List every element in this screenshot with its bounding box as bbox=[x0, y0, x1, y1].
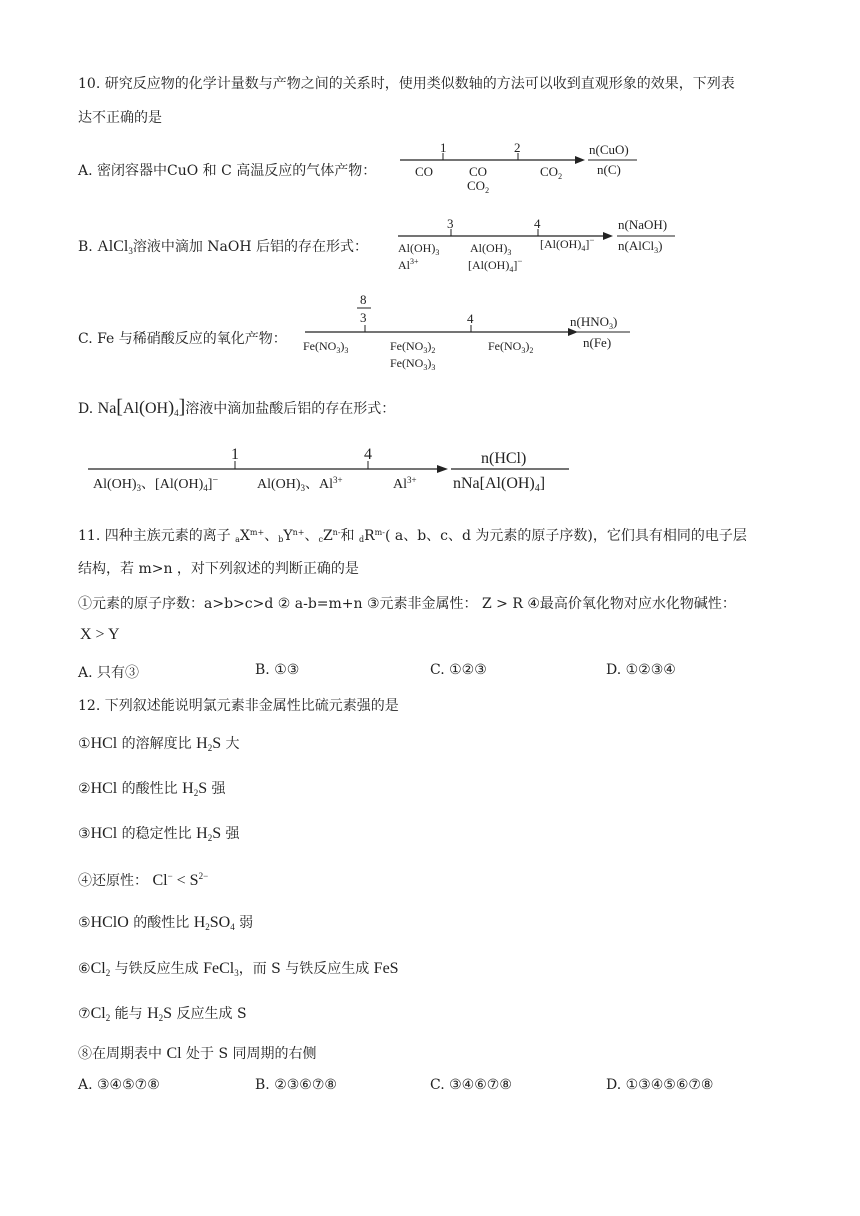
q10a-region-co-mid: CO bbox=[469, 164, 488, 179]
q10c-tick-3: 3 bbox=[360, 310, 367, 325]
q10b-letter: B. bbox=[78, 239, 93, 255]
q10-option-d-number-line bbox=[85, 440, 585, 500]
q10-option-a-label: A. 密闭容器中CuO 和 C 高温反应的气体产物： bbox=[78, 163, 377, 179]
q10a-tick-2: 2 bbox=[514, 140, 521, 155]
q10b-axis-num: n(NaOH) bbox=[618, 217, 668, 232]
q10c-region-feno32-mid: $Fe(NO_3)_2$ bbox=[390, 339, 436, 355]
q10a-region-co2: $CO_2$ bbox=[540, 164, 563, 181]
q12-item-7: $⑦Cl_2$ 能与 $H_2S$ 反应生成 S bbox=[78, 1005, 247, 1023]
q11-stem-line1: 11. 四种主族元素的离子 $aX^{m+}$、$bY^{n+}$、$cZ^{n-}$和 $dR^{m-}$( a、b、c、d 为元素的原子序数)，它们具有相同的电子层 bbox=[78, 528, 747, 544]
q10d-tick-4: 4 bbox=[364, 446, 372, 463]
q10d-region-1: $Al(OH)_3$、$[Al(OH)_4]^-$ bbox=[93, 475, 219, 493]
q10-stem-line2: 达不正确的是 bbox=[78, 110, 162, 126]
q11-option-c[interactable]: C. ①②③ bbox=[430, 662, 487, 678]
q10b-tick-4: 4 bbox=[534, 216, 541, 231]
q10b-region-aloh4-mid: $[Al(OH)_4]^-$ bbox=[468, 256, 523, 274]
q10c-region-feno32: $Fe(NO_3)_2$ bbox=[488, 339, 534, 355]
q10d-reagent: $Na[Al(OH)_4]$ bbox=[97, 396, 186, 418]
q11-stem-line2: 结构，若 m>n ，对下列叙述的判断正确的是 bbox=[78, 561, 359, 577]
q10d-region-3: $Al^{3+}$ bbox=[393, 475, 417, 492]
q10d-axis-num: n(HCl) bbox=[481, 450, 527, 467]
q10-option-c-number-line bbox=[300, 290, 640, 375]
q10d-tick-1: 1 bbox=[231, 446, 239, 463]
q11-statements-line1: ①元素的原子序数：a>b>c>d ② a-b=m+n ③元素非金属性： Z > R ④最高价氧化物对应水化物碱性： bbox=[78, 596, 736, 612]
q10a-tick-1: 1 bbox=[440, 140, 447, 155]
q11-option-a[interactable]: A. 只有③ bbox=[78, 665, 140, 681]
q10b-region-aloh4: $[Al(OH)_4]^-$ bbox=[540, 235, 595, 253]
q12-item-8: ⑧在周期表中 Cl 处于 S 同周期的右侧 bbox=[78, 1045, 317, 1062]
q12-item-6: $⑥Cl_2$ 与铁反应生成 FeCl$_3$，而 S 与铁反应生成 FeS bbox=[78, 960, 399, 978]
q12-item-5: ⑤HClO 的酸性比 $H_2SO_4$ 弱 bbox=[78, 914, 254, 932]
q10-stem-line1: 10. 研究反应物的化学计量数与产物之间的关系时，使用类似数轴的方法可以收到直观形象的效果，下列表 bbox=[78, 76, 735, 92]
q12-item-1: ①HCl 的溶解度比 $H_2S$ 大 bbox=[78, 735, 240, 753]
q12-item-3: ③HCl 的稳定性比 $H_2S$ 强 bbox=[78, 825, 240, 843]
q12-option-a[interactable]: A. ③④⑤⑦⑧ bbox=[78, 1077, 160, 1093]
q10b-tick-3: 3 bbox=[447, 216, 454, 231]
q10a-axis-num: n(CuO) bbox=[589, 142, 629, 157]
q10a-axis-den: n(C) bbox=[597, 162, 621, 177]
q10-option-c-label: C. Fe 与稀硝酸反应的氧化产物： bbox=[78, 331, 287, 347]
q10-option-b-label bbox=[78, 236, 368, 256]
q10b-axis-den: n(AlCl$_3$) bbox=[618, 238, 663, 255]
q12-option-b[interactable]: B. ②③⑥⑦⑧ bbox=[255, 1077, 337, 1093]
q12-option-c[interactable]: C. ③④⑥⑦⑧ bbox=[430, 1077, 512, 1093]
q10-option-b-number-line bbox=[393, 214, 683, 276]
q12-item-2: ②HCl 的酸性比 $H_2S$ 强 bbox=[78, 780, 226, 798]
q10b-reagent: AlCl$_3$ bbox=[97, 238, 133, 256]
q12-stem: 12. 下列叙述能说明氯元素非金属性比硫元素强的是 bbox=[78, 698, 399, 714]
q11-option-b[interactable]: B. ①③ bbox=[255, 662, 300, 678]
q10c-axis-num: $n(HNO_3)$ bbox=[570, 314, 618, 331]
q10c-region-feno33-mid: $Fe(NO_3)_3$ bbox=[390, 356, 436, 372]
q10b-region-al3: $Al^{3+}$ bbox=[398, 257, 419, 272]
q12-item-4: ④还原性： $Cl^- < S^{2-}$ bbox=[78, 871, 209, 889]
q10-option-d-label bbox=[78, 396, 395, 419]
q10b-label-text: 溶液中滴加 NaOH 后铝的存在形式： bbox=[132, 239, 369, 255]
q10a-region-co2-mid: $CO_2$ bbox=[467, 178, 490, 195]
q10-option-a-number-line bbox=[395, 138, 655, 198]
q12-option-d[interactable]: D. ①③④⑤⑥⑦⑧ bbox=[606, 1077, 714, 1093]
q10d-letter: D. bbox=[78, 401, 94, 417]
q10a-region-co: CO bbox=[415, 164, 434, 179]
q11-option-d[interactable]: D. ①②③④ bbox=[606, 662, 676, 678]
q10c-axis-den: n(Fe) bbox=[583, 335, 612, 350]
q10d-region-2: $Al(OH)_3$、$Al^{3+}$ bbox=[257, 475, 343, 493]
q10c-tick-8: 8 bbox=[360, 292, 367, 307]
q10c-region-feno33: $Fe(NO_3)_3$ bbox=[303, 339, 349, 355]
q10c-tick-4: 4 bbox=[467, 311, 474, 326]
q10d-axis-den: nNa[Al(OH)4] bbox=[453, 475, 546, 494]
q10b-region-aloh3: $Al(OH)_3$ bbox=[398, 241, 440, 257]
q10d-label-text: 溶液中滴加盐酸后铝的存在形式： bbox=[185, 401, 396, 417]
q11-statements-line2: X > Y bbox=[80, 626, 120, 643]
q10b-region-aloh3-mid: $Al(OH)_3$ bbox=[470, 241, 512, 257]
